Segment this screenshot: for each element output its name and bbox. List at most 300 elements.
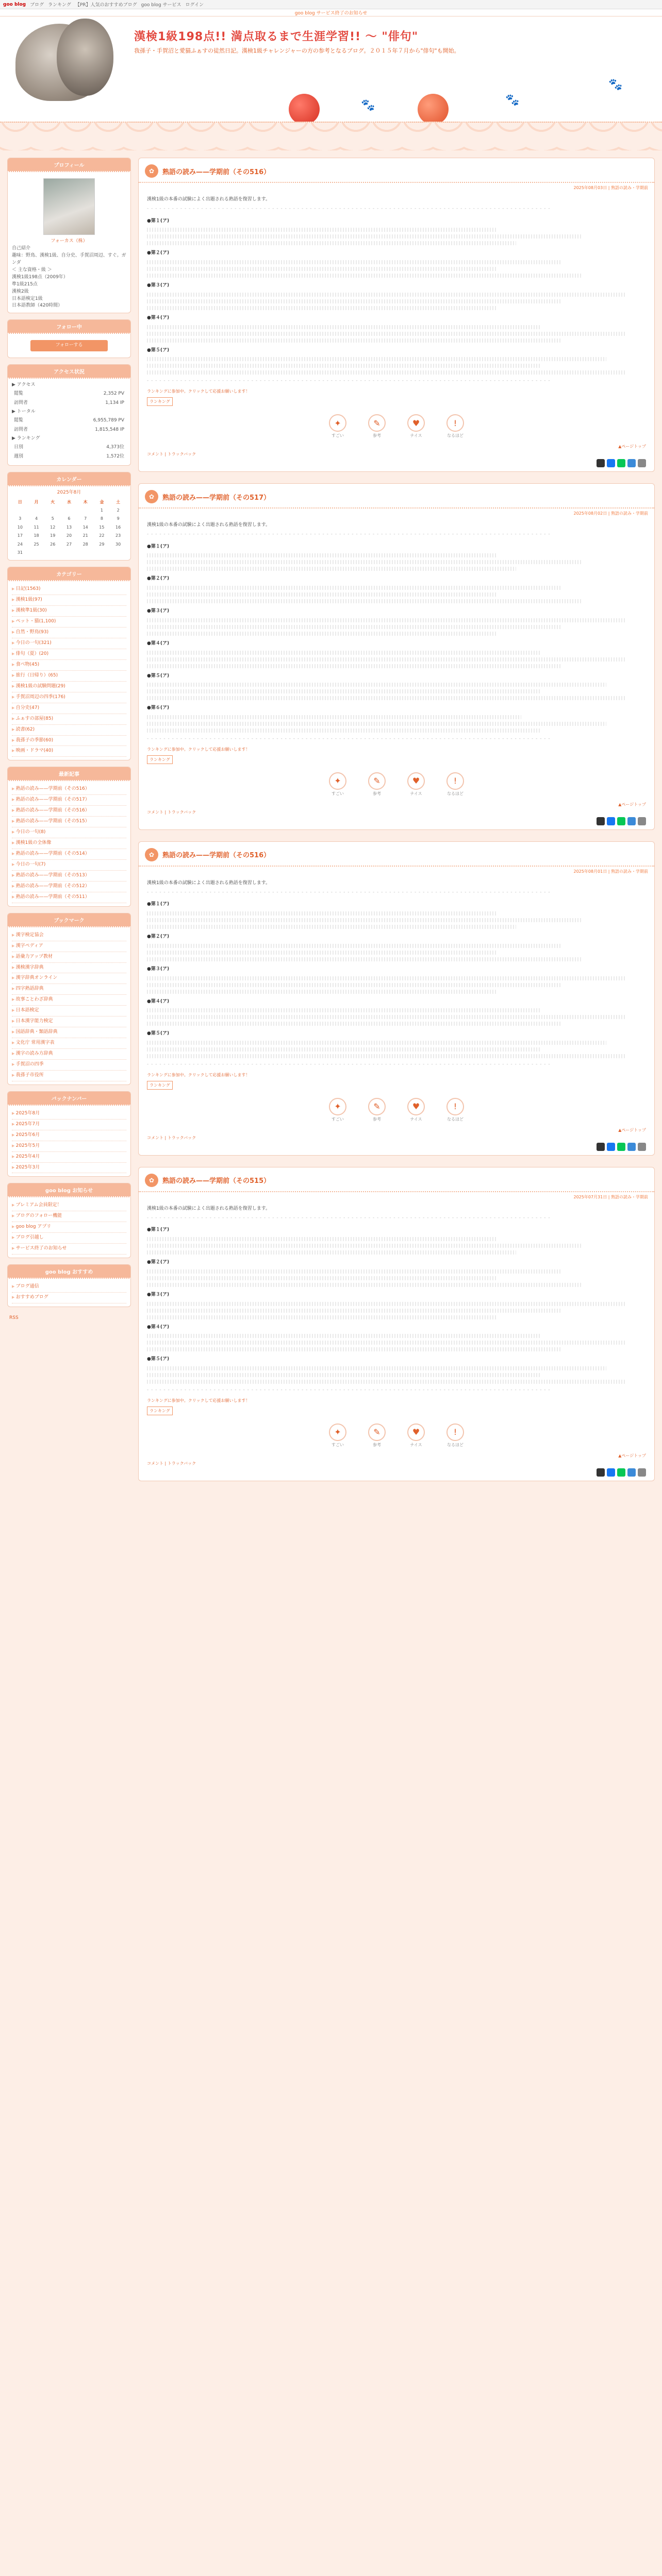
reaction-button[interactable] [327, 1423, 348, 1448]
reaction-label: ナイス [410, 1442, 422, 1447]
bookmark-item[interactable]: ▶ 漢字辞典オンライン [12, 973, 126, 984]
calendar-day[interactable]: 15 [99, 524, 105, 530]
blog-post [138, 483, 655, 830]
reaction-button[interactable] [327, 1098, 348, 1122]
share-icon[interactable] [597, 817, 605, 825]
calendar-day[interactable]: 22 [99, 533, 105, 538]
comment-link[interactable]: コメント [147, 809, 163, 815]
calendar-day[interactable]: 27 [66, 541, 72, 547]
divider: - - - - - - - - - - - - - - - - - - - - - - - - - - - - - - - - - - - - - - - - - - - - - - - - - - - - - - - - - - - - - - - - - - - - - - - - - - - - - - - - - - - - - - - - - - - - - - - - - [147, 1062, 551, 1067]
backnumber-item[interactable]: ▶ 2025年3月 [12, 1163, 126, 1174]
share-buttons [139, 459, 654, 467]
share-icon[interactable] [638, 1143, 646, 1151]
backnumber-item[interactable]: ▶ 2025年4月 [12, 1152, 126, 1163]
widget-title: 最新記事 [8, 767, 130, 781]
bookmark-item[interactable]: ▶ 文化庁 常用漢字表 [12, 1038, 126, 1049]
reaction-button[interactable] [367, 1423, 387, 1448]
post-section-heading: ●第３(ア) [147, 1292, 170, 1297]
reaction-label: 参考 [373, 791, 381, 796]
reaction-label: すごい [332, 433, 344, 438]
bookmark-item[interactable]: ▶ 国語辞典・類語辞典 [12, 1027, 126, 1038]
reaction-button[interactable] [367, 414, 387, 438]
post-title[interactable]: 熟語の読み——学期前（その516） [162, 852, 271, 860]
calendar-day[interactable]: 31 [17, 550, 23, 555]
access-key: 閲覧 [14, 418, 24, 423]
access-body [8, 379, 130, 465]
recent-item[interactable]: ▶ 漢検1級の全体像 [12, 838, 126, 849]
post-title[interactable]: 熟語の読み——学期前（その515） [162, 1177, 271, 1185]
backnumber-item[interactable]: ▶ 2025年8月 [12, 1109, 126, 1120]
post-text-line [147, 664, 561, 668]
goo-osusume-item[interactable]: ▶ おすすめブログ [12, 1293, 126, 1303]
category-item[interactable]: ▶ 漢検1級(97) [12, 595, 126, 606]
share-icon[interactable] [607, 1468, 615, 1477]
calendar-day[interactable]: 10 [17, 524, 23, 530]
post-section-heading: ●第１(ア) [147, 218, 170, 224]
page-top-link[interactable]: ▲ページトップ [618, 802, 646, 807]
calendar-day[interactable]: 6 [68, 516, 71, 521]
recent-item[interactable]: ▶ 熟語の読み——学期前（その513） [12, 871, 126, 882]
access-key: 閲覧 [14, 391, 24, 397]
post-title-row [139, 1167, 654, 1192]
post-section-heading: ●第４(ア) [147, 1324, 170, 1330]
recent-item[interactable]: ▶ 熟語の読み——学期前（その517） [12, 795, 126, 806]
reaction-label: ナイス [410, 791, 422, 796]
ranking-note: ランキングに参加中。クリックして応援お願いします！ [147, 1072, 250, 1077]
blog-post [138, 841, 655, 1156]
topbar-link[interactable]: goo blog サービス [141, 3, 181, 8]
bookmark-item[interactable]: ▶ 故事ことわざ辞典 [12, 995, 126, 1006]
post-text-line [147, 1041, 606, 1045]
post-text-line [147, 618, 626, 622]
calendar-day [61, 506, 77, 515]
bookmark-item[interactable]: ▶ 漢字検定協会 [12, 930, 126, 941]
goo-news-item[interactable]: ▶ サービス終了のお知らせ [12, 1244, 126, 1255]
reaction-button[interactable] [327, 772, 348, 796]
post-text-line [147, 599, 581, 603]
goo-news-item[interactable]: ▶ goo blog アプリ [12, 1222, 126, 1233]
post-intro: 漢検1級の本番の試験によく出題される熟語を復習します。 [147, 1206, 271, 1211]
share-icon[interactable] [638, 1468, 646, 1477]
calendar-widget [7, 472, 131, 561]
post-text-line [147, 696, 626, 700]
post-text-line [147, 1347, 561, 1351]
goo-osusume-widget [7, 1264, 131, 1307]
trackback-link[interactable]: トラックバック [167, 809, 196, 815]
widget-title: カテゴリー [8, 567, 130, 581]
calendar-table [12, 498, 126, 557]
calendar-weekday: 月 [34, 499, 39, 504]
calendar-day[interactable]: 3 [19, 516, 22, 521]
comment-link[interactable]: コメント [147, 1135, 163, 1140]
recent-item[interactable]: ▶ 熟語の読み——学期前（その514） [12, 849, 126, 860]
share-icon[interactable] [638, 459, 646, 467]
bookmark-item[interactable]: ▶ 手賀沼の四季 [12, 1060, 126, 1071]
share-icon[interactable] [617, 459, 625, 467]
reaction-icon: ! [446, 772, 464, 790]
reaction-buttons [139, 1098, 654, 1122]
reaction-button[interactable] [445, 772, 466, 796]
calendar-day[interactable]: 8 [100, 516, 103, 521]
post-text-line [147, 1008, 541, 1012]
share-buttons [139, 1143, 654, 1151]
page-top-link[interactable]: ▲ページトップ [618, 444, 646, 449]
post-text-line [147, 625, 561, 629]
reaction-label: なるほど [447, 791, 464, 796]
calendar-day[interactable]: 11 [34, 524, 39, 530]
category-item[interactable]: ▶ 漢検1級の試験問題(29) [12, 682, 126, 692]
post-text-line [147, 560, 581, 564]
share-icon[interactable] [627, 1143, 636, 1151]
access-value: 2,352 PV [103, 391, 124, 397]
calendar-weekday: 木 [83, 499, 88, 504]
post-text-line [147, 241, 516, 245]
post-text-line [147, 228, 496, 232]
post-title[interactable]: 熟語の読み——学期前（その516） [162, 168, 271, 176]
paw-icon: 🐾 [505, 94, 520, 107]
trackback-link[interactable]: トラックバック [167, 1461, 196, 1466]
topbar-link[interactable]: ランキング [48, 3, 71, 8]
category-item[interactable]: ▶ 日記(1563) [12, 584, 126, 595]
post-section-heading: ●第１(ア) [147, 544, 170, 549]
share-icon[interactable] [617, 1468, 625, 1477]
post-text-line [147, 338, 561, 343]
calendar-day[interactable]: 19 [50, 533, 56, 538]
widget-title: カレンダー [8, 472, 130, 486]
calendar-day [77, 549, 94, 557]
ranking-banner[interactable]: ランキング [147, 1406, 173, 1415]
recent-item[interactable]: ▶ 熟語の読み——学期前（その516） [12, 784, 126, 795]
divider: - - - - - - - - - - - - - - - - - - - - - - - - - - - - - - - - - - - - - - - - - - - - - - - - - - - - - - - - - - - - - - - - - - - - - - - - - - - - - - - - - - - - - - - - - - - - - - - - - [147, 1215, 551, 1221]
reaction-label: 参考 [373, 1442, 381, 1447]
reaction-button[interactable] [406, 1098, 426, 1122]
kitten-photo [15, 24, 103, 101]
calendar-day[interactable]: 18 [34, 533, 39, 538]
post-text-line [147, 1237, 496, 1241]
promo-banner[interactable]: goo blog サービス終了のお知らせ [0, 9, 662, 16]
access-widget [7, 364, 131, 465]
calendar-day[interactable]: 12 [50, 524, 56, 530]
post-body [139, 1202, 654, 1398]
post-text-line [147, 1269, 561, 1274]
recent-item[interactable]: ▶ 今日の一句(8) [12, 827, 126, 838]
calendar-day[interactable]: 16 [115, 524, 121, 530]
paw-icon: ✿ [145, 1174, 158, 1187]
bookmark-item[interactable]: ▶ 我孫子市役所 [12, 1071, 126, 1081]
profile-line: 趣味：野鳥、漢検1級、自分史、手賀沼周辺、すぐ。ガンダ [12, 252, 126, 265]
rss-link[interactable]: RSS [9, 1315, 19, 1321]
bookmark-item[interactable]: ▶ 漢字ペディア [12, 941, 126, 952]
calendar-day [44, 549, 61, 557]
calendar-day[interactable]: 2 [117, 508, 120, 513]
post-text-line [147, 728, 541, 733]
calendar-day[interactable]: 20 [66, 533, 72, 538]
post-text-line [147, 1244, 581, 1248]
post-date[interactable]: 2025年08月03日 | 熟語の読み・学期前 [573, 185, 648, 190]
reaction-label: ナイス [410, 1116, 422, 1122]
profile-name[interactable]: フォーカス（株） [51, 239, 88, 244]
share-buttons [139, 817, 654, 825]
widget-title: バックナンバー [8, 1092, 130, 1106]
page-top-link[interactable]: ▲ページトップ [618, 1127, 646, 1132]
share-icon[interactable] [617, 1143, 625, 1151]
calendar-day[interactable]: 24 [17, 541, 23, 547]
backnumber-item[interactable]: ▶ 2025年6月 [12, 1130, 126, 1141]
calendar-day[interactable]: 14 [82, 524, 88, 530]
recent-list [12, 784, 126, 903]
share-icon[interactable] [607, 459, 615, 467]
share-icon[interactable] [627, 817, 636, 825]
divider: - - - - - - - - - - - - - - - - - - - - - - - - - - - - - - - - - - - - - - - - - - - - - - - - - - - - - - - - - - - - - - - - - - - - - - - - - - - - - - - - - - - - - - - - - - - - - - - - - [147, 889, 551, 895]
calendar-day [110, 549, 126, 557]
post-text-line [147, 357, 606, 361]
post-text-line [147, 918, 581, 922]
calendar-day[interactable]: 9 [117, 516, 120, 521]
profile-line: 漢検2級 [12, 289, 29, 294]
calendar-day [12, 506, 28, 515]
reaction-icon: ✦ [329, 1423, 346, 1441]
recent-item[interactable]: ▶ 今日の一句(7) [12, 860, 126, 871]
calendar-day[interactable]: 30 [115, 541, 121, 547]
calendar-day[interactable]: 25 [34, 541, 39, 547]
profile-line: ＜ 主な資格・級 ＞ [12, 267, 52, 273]
backnumber-item[interactable]: ▶ 2025年7月 [12, 1120, 126, 1130]
reaction-icon: ! [446, 1098, 464, 1115]
blog-post [138, 158, 655, 472]
topbar-link[interactable]: ログイン [185, 3, 204, 8]
post-text-line [147, 715, 521, 719]
goo-news-item[interactable]: ▶ プレミアム会員限定！ [12, 1200, 126, 1211]
backnumber-widget [7, 1091, 131, 1177]
recent-item[interactable]: ▶ 熟語の読み——学期前（その515） [12, 817, 126, 827]
post-text-line [147, 657, 626, 662]
profile-line: 漢検1級198点（2009年） [12, 274, 68, 280]
post-section-heading: ●第１(ア) [147, 1227, 170, 1233]
calendar-weekday: 水 [67, 499, 71, 504]
category-item[interactable]: ▶ 自然・野鳥(93) [12, 628, 126, 638]
calendar-day[interactable]: 1 [100, 508, 103, 513]
category-item[interactable]: ▶ 食べ物(45) [12, 660, 126, 671]
bookmark-item[interactable]: ▶ 日本語検定 [12, 1006, 126, 1016]
bookmark-item[interactable]: ▶ 日本漢字能力検定 [12, 1016, 126, 1027]
post-section-heading: ●第５(ア) [147, 673, 170, 679]
category-item[interactable]: ▶ 今日の一句(321) [12, 638, 126, 649]
bookmark-item[interactable]: ▶ 漢検漢字辞典 [12, 963, 126, 974]
calendar-day[interactable]: 23 [115, 533, 121, 538]
goo-news-item[interactable]: ▶ ブログのフォロー機能 [12, 1211, 126, 1222]
bookmark-item[interactable]: ▶ 漢字の読み方辞典 [12, 1049, 126, 1060]
share-icon[interactable] [597, 1143, 605, 1151]
reaction-button[interactable] [367, 1098, 387, 1122]
reaction-label: 参考 [373, 433, 381, 438]
calendar-day[interactable]: 5 [51, 516, 54, 521]
bookmark-widget [7, 913, 131, 1085]
post-text-line [147, 592, 496, 597]
post-text-line [147, 722, 606, 726]
goo-topbar [0, 0, 662, 9]
reaction-icon: ♥ [407, 1423, 425, 1441]
post-text-line [147, 274, 581, 278]
post-text-line [147, 1022, 561, 1026]
calendar-day[interactable]: 13 [66, 524, 72, 530]
reaction-label: ナイス [410, 433, 422, 438]
reaction-icon: ♥ [407, 1098, 425, 1115]
goo-news-widget [7, 1183, 131, 1258]
paw-icon: ✿ [145, 490, 158, 503]
share-icon[interactable] [607, 817, 615, 825]
recent-item[interactable]: ▶ 熟語の読み——学期前（その511） [12, 892, 126, 903]
post-text-line [147, 553, 496, 557]
goo-osusume-list [12, 1282, 126, 1303]
ranking-banner[interactable]: ランキング [147, 397, 173, 406]
calendar-day[interactable]: 29 [99, 541, 105, 547]
reaction-buttons [139, 772, 654, 796]
reaction-button[interactable] [406, 772, 426, 796]
share-icon[interactable] [597, 459, 605, 467]
post-text-line [147, 293, 626, 297]
post-body [139, 193, 654, 388]
post-text-line [147, 911, 496, 916]
follow-button[interactable]: フォローする [30, 340, 108, 351]
recent-item[interactable]: ▶ 熟語の読み——学期前（その516） [12, 806, 126, 817]
page-top-link[interactable]: ▲ページトップ [618, 1453, 646, 1458]
profile-line: 日本語検定1級 [12, 296, 43, 301]
blog-title[interactable]: 漢検1級198点!! 満点取るまで生涯学習!! ～ "俳句" [134, 30, 419, 43]
post-text-line [147, 1341, 626, 1345]
category-item[interactable]: ▶ ふぁすの部屋(85) [12, 714, 126, 725]
calendar-day [28, 506, 45, 515]
access-table [12, 389, 126, 409]
post-section-heading: ●第５(ア) [147, 347, 170, 353]
reaction-button[interactable] [367, 772, 387, 796]
post-title-row [139, 842, 654, 867]
category-item[interactable]: ▶ ペット・猫(1,100) [12, 617, 126, 628]
share-icon[interactable] [627, 459, 636, 467]
widget-title: アクセス状況 [8, 365, 130, 379]
goo-logo[interactable]: goo blog [3, 2, 26, 7]
reaction-button[interactable] [445, 414, 466, 438]
calendar-day[interactable]: 4 [35, 516, 38, 521]
post-date[interactable]: 2025年08月02日 | 熟語の読み・学期前 [573, 511, 648, 516]
post-section-heading: ●第６(ア) [147, 705, 170, 711]
category-widget [7, 567, 131, 760]
post-body [139, 518, 654, 747]
reaction-icon: ✦ [329, 1098, 346, 1115]
category-item[interactable]: ▶ 読書(62) [12, 725, 126, 736]
profile-image[interactable] [43, 178, 95, 235]
recent-item[interactable]: ▶ 熟語の読み——学期前（その512） [12, 882, 126, 892]
category-item[interactable]: ▶ 漢検準1級(30) [12, 606, 126, 617]
category-item[interactable]: ▶ 我孫子の季節(60) [12, 736, 126, 747]
share-icon[interactable] [617, 817, 625, 825]
ranking-banner[interactable]: ランキング [147, 755, 173, 764]
goo-osusume-item[interactable]: ▶ ブログ通信 [12, 1282, 126, 1293]
post-text-line [147, 1302, 626, 1306]
category-item[interactable]: ▶ 俳句（夏）(20) [12, 649, 126, 660]
reaction-button[interactable] [445, 1098, 466, 1122]
comment-link[interactable]: コメント [147, 452, 163, 456]
reaction-button[interactable] [445, 1423, 466, 1448]
post-text-line [147, 332, 626, 336]
calendar-day[interactable]: 17 [17, 533, 23, 538]
paw-icon: 🐾 [361, 99, 375, 112]
share-icon[interactable] [597, 1468, 605, 1477]
post-text-line [147, 1015, 626, 1019]
bookmark-item[interactable]: ▶ 四字熟語辞典 [12, 984, 126, 995]
access-value: 1,815,548 IP [95, 427, 124, 432]
reaction-label: 参考 [373, 1116, 381, 1122]
post-date[interactable]: 2025年07月31日 | 熟語の読み・学期前 [573, 1194, 648, 1199]
access-key: 訪問者 [14, 427, 28, 432]
topbar-link[interactable]: ブログ [30, 3, 44, 8]
trackback-link[interactable]: トラックバック [167, 1135, 196, 1140]
reaction-label: なるほど [447, 1442, 464, 1447]
trackback-link[interactable]: トラックバック [167, 452, 196, 456]
reaction-button[interactable] [406, 1423, 426, 1448]
post-text-line [147, 260, 561, 264]
post-text-line [147, 1250, 516, 1255]
post-text-line [147, 1283, 581, 1287]
comment-link[interactable]: コメント [147, 1461, 163, 1466]
post-text-line [147, 951, 496, 955]
access-value: 1,572位 [106, 453, 124, 459]
profile-lines [12, 245, 126, 310]
profile-line: 日本語教師（420時間） [12, 303, 63, 309]
calendar-day[interactable]: 7 [84, 516, 87, 521]
post-text-line [147, 632, 496, 636]
bookmark-item[interactable]: ▶ 語彙力アップ教材 [12, 952, 126, 963]
category-item[interactable]: ▶ 旅行（日帰り）(65) [12, 671, 126, 682]
post-text-line [147, 983, 561, 987]
calendar-day[interactable]: 26 [50, 541, 56, 547]
blog-title-block [134, 28, 639, 56]
access-key: 日別 [14, 444, 24, 450]
post-text-line [147, 1054, 626, 1058]
reaction-icon: ! [446, 414, 464, 432]
reaction-button[interactable] [327, 414, 348, 438]
calendar-day [61, 549, 77, 557]
post-title[interactable]: 熟語の読み——学期前（その517） [162, 494, 271, 502]
access-table [12, 416, 126, 435]
calendar-day[interactable]: 28 [82, 541, 88, 547]
share-icon[interactable] [607, 1143, 615, 1151]
share-icon[interactable] [638, 817, 646, 825]
goo-news-item[interactable]: ▶ ブログ引越し [12, 1233, 126, 1244]
widget-title: プロフィール [8, 158, 130, 172]
columns [0, 150, 662, 2576]
calendar-day [44, 506, 61, 515]
reaction-button[interactable] [406, 414, 426, 438]
access-label: ▶ トータル [12, 409, 36, 415]
calendar-day[interactable]: 21 [82, 533, 88, 538]
post-intro: 漢検1級の本番の試験によく出題される熟語を復習します。 [147, 522, 271, 528]
post-section-heading: ●第２(ア) [147, 934, 170, 939]
topbar-link[interactable]: 【PR】人気のおすすめブログ [75, 3, 137, 8]
post-date[interactable]: 2025年08月01日 | 熟語の読み・学期前 [573, 869, 648, 874]
post-text-line [147, 267, 496, 271]
ranking-banner[interactable]: ランキング [147, 1081, 173, 1090]
backnumber-list [12, 1109, 126, 1174]
topbar-links [30, 1, 204, 8]
share-icon[interactable] [627, 1468, 636, 1477]
category-item[interactable]: ▶ 映画・ドラマ(40) [12, 746, 126, 757]
access-value: 6,955,789 PV [93, 418, 124, 423]
backnumber-item[interactable]: ▶ 2025年5月 [12, 1141, 126, 1152]
category-item[interactable]: ▶ 手賀沼周辺の四季(176) [12, 692, 126, 703]
divider: - - - - - - - - - - - - - - - - - - - - - - - - - - - - - - - - - - - - - - - - - - - - - - - - - - - - - - - - - - - - - - - - - - - - - - - - - - - - - - - - - - - - - - - - - - - - - - - - - [147, 378, 551, 384]
reaction-label: すごい [332, 1116, 344, 1122]
category-item[interactable]: ▶ 自分史(47) [12, 703, 126, 714]
